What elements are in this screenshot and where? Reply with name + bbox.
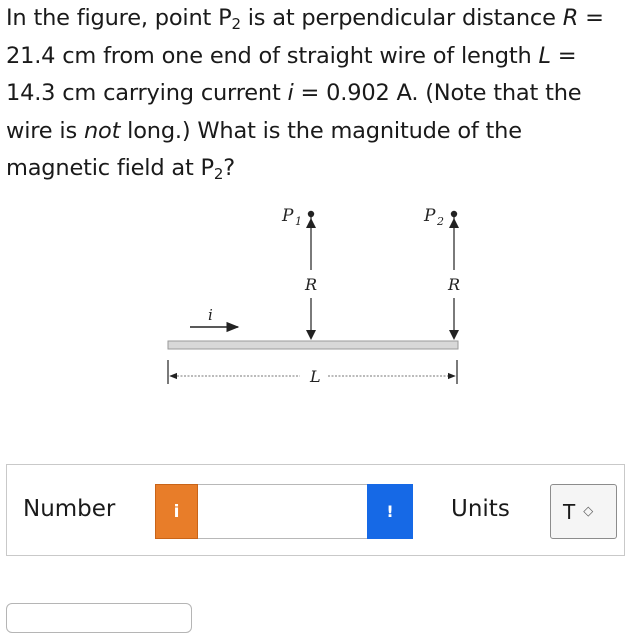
r-label-right: R bbox=[448, 275, 461, 294]
p2-label: P bbox=[424, 206, 436, 226]
question-line-1 bbox=[6, 0, 628, 38]
question-line-4 bbox=[6, 113, 628, 151]
q-text: long.) What is the magnitude of the bbox=[120, 117, 522, 144]
q-text: = 0.902 A. (Note that the bbox=[293, 80, 582, 107]
q-text: is at perpendicular distance bbox=[240, 5, 563, 31]
question-text bbox=[6, 0, 628, 188]
info-icon[interactable]: i bbox=[155, 484, 198, 539]
answer-row bbox=[6, 464, 625, 556]
q-text: = bbox=[550, 42, 577, 69]
wire bbox=[168, 341, 458, 349]
q-subscript: 2 bbox=[231, 15, 241, 33]
wire-figure bbox=[150, 200, 470, 395]
q-text: In the figure, point P bbox=[6, 5, 232, 31]
chevron-updown-icon: ◇ bbox=[583, 504, 594, 519]
r-label-left: R bbox=[305, 275, 318, 294]
warning-icon[interactable]: ! bbox=[367, 484, 413, 539]
q-variable: R bbox=[562, 5, 579, 31]
units-value: T bbox=[563, 499, 576, 524]
p1-label: P bbox=[282, 206, 294, 226]
units-label: Units bbox=[451, 496, 510, 522]
current-label: i bbox=[208, 306, 213, 324]
q-variable: i bbox=[287, 80, 294, 107]
q-emphasis: not bbox=[83, 117, 121, 144]
question-line-2 bbox=[6, 38, 628, 76]
partial-next-box[interactable] bbox=[6, 603, 192, 633]
p1-arrow-down-icon bbox=[306, 330, 316, 340]
number-input[interactable] bbox=[198, 484, 374, 539]
length-label: L bbox=[310, 367, 321, 386]
q-subscript: 2 bbox=[213, 165, 224, 184]
q-text: magnetic field at P bbox=[6, 155, 214, 182]
p2-arrow-up-icon bbox=[449, 218, 459, 228]
p1-point bbox=[308, 211, 314, 217]
q-text: ? bbox=[223, 155, 236, 182]
q-text: 14.3 cm carrying current bbox=[6, 80, 288, 107]
q-text: = bbox=[578, 5, 604, 31]
p2-arrow-down-icon bbox=[449, 330, 459, 340]
q-text: 21.4 cm from one end of straight wire of length bbox=[6, 42, 539, 69]
p2-subscript: 2 bbox=[437, 215, 444, 228]
number-label: Number bbox=[23, 496, 116, 522]
question-line-5 bbox=[6, 150, 628, 188]
q-variable: L bbox=[538, 42, 551, 69]
p1-subscript: 1 bbox=[295, 215, 302, 228]
units-select[interactable] bbox=[550, 484, 617, 539]
p2-point bbox=[451, 211, 457, 217]
question-line-3 bbox=[6, 75, 628, 113]
q-text: wire is bbox=[6, 117, 84, 144]
p1-arrow-up-icon bbox=[306, 218, 316, 228]
